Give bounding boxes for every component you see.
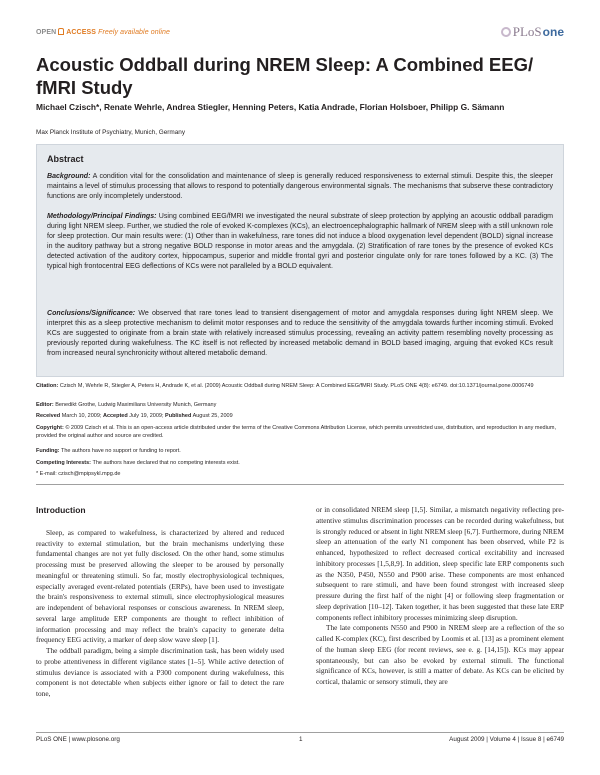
published-label: Published (165, 413, 192, 419)
methods-text: Using combined EEG/fMRI we investigated the neural substrate of sleep protection by applying an acoustic oddball paradigm during light NREM sleep. Further, we studied the role of evoked K-complexes (KCs), an electroencephalographic hallmark of NREM sleep with a still unknown role for sleep protection. Our main results were: (1) Other than in wakefulness, rare tones did not induce a blood oxygenation level dependent (BOLD) signal increase in the auditory pathway but a strong negative BOLD response in motor areas and the amygdala. (2) Stratification of rare tones by the presence of evoked KCs detected activation of the auditory cortex, hippocampus, superior and middle frontal gyri and posterior cingulate only for rare tones followed by a KC. (3) The typical high frontocentral EEG deflections of KCs were not paralleled by a BOLD equivalent. (47, 213, 553, 270)
journal-header (36, 24, 564, 44)
conclusions-label: Conclusions/Significance: (47, 310, 136, 317)
citation-text[interactable]: Czisch M, Wehrle R, Stiegler A, Peters H, Andrade K, et al. (2009) Acoustic Oddball during NREM Sleep: A Combined EEG/fMRI Study. PLoS ONE 4(8): e6749. doi:10.1371/journal.pone.0006749 (59, 383, 534, 389)
intro-paragraph-2: The oddball paradigm, being a simple discrimination task, has been widely used to probe attentiveness in different vigilance states [1–5]. While active detection of stimulus deviance is associated with a P300 component during wakefulness, this component is not detectable when subjects either ignore or fail to detect the rare tone, (36, 646, 284, 698)
received-label: Received (36, 413, 61, 419)
corresponding-email[interactable]: * E-mail: czisch@mpipsykl.mpg.de (36, 471, 121, 477)
freely-available-label: Freely available online (98, 29, 171, 36)
abstract-box (36, 144, 564, 377)
affiliation: Max Planck Institute of Psychiatry, Munich, Germany (36, 129, 186, 136)
intro-paragraph-1: Sleep, as compared to wakefulness, is characterized by altered and reduced reactivity to external stimulation, but the brain mechanisms underlying these fundamental changes are not yet fully disclosed. On the other hand, some stimulus processing must be preserved allowing the sleeper to be aroused by personally meaningful or threatening stimuli. So far, mostly electrophysiological techniques, especially averaged event-related potentials (ERPs), have been used to investigate the brain's responsiveness to external stimuli, since electrophysiological measures are independent of behavioral responses or conscious awareness. In NREM sleep, several large amplitude ERP components are thought to reflect inhibition of information processing and may reflect the brain's capacity to generate delta frequency EEG activity, a marker of deep slow wave sleep [1]. (36, 527, 284, 645)
competing-interests (36, 459, 564, 467)
copyright-text: © 2009 Czisch et al. This is an open-access article distributed under the terms of the Creative Commons Attribution License, which permits unrestricted use, distribution, and reproduction in any medium, provided the original author and source are credited. (36, 425, 556, 439)
open-label: OPEN (36, 29, 57, 36)
accepted-text: July 19, 2009; (129, 413, 164, 419)
funding (36, 447, 564, 455)
footer-issue: August 2009 | Volume 4 | Issue 8 | e6749 (449, 736, 564, 743)
access-label: ACCESS (66, 29, 97, 36)
background-text: A condition vital for the consolidation and maintenance of sleep is generally reduced responsiveness to external stimuli. Despite this, the sleeper maintains a level of stimulus processing that allows to respond to potentially dangerous environmental signals. The mechanisms that subserve these contradictory functions are only incompletely understood. (47, 173, 553, 200)
logo-plos-text: PLoS (512, 24, 542, 39)
right-column (316, 505, 564, 688)
abstract-background (47, 172, 553, 202)
methods-label: Methodology/Principal Findings: (47, 213, 157, 220)
conclusions-text: We observed that rare tones lead to transient disengagement of motor and amygdala responses during light NREM sleep. We interpret this as a sleep protective mechanism to delimit motor responses and to reduce the sensitivity of the amygdala towards further incoming stimuli. Evoked KCs are suggested to originate from a brain state with relatively increased stimulus processing, revealing an activity pattern resembling novelty processing as previously reported during wakefulness. The KC itself is not reflected by increased metabolic demand in BOLD based imaging, arguing that evoked KCs result from increased neural synchronicity without altered metabolic demand. (47, 310, 553, 357)
competing-text: The authors have declared that no competing interests exist. (92, 460, 240, 466)
dates (36, 412, 564, 420)
open-access-badge (36, 28, 170, 36)
abstract-conclusions (47, 309, 553, 359)
logo-one-text: one (542, 25, 564, 39)
copyright (36, 424, 564, 440)
editor (36, 401, 564, 409)
background-label: Background: (47, 173, 91, 180)
funding-text: The authors have no support or funding to report. (60, 448, 181, 454)
plos-circle-icon (501, 27, 511, 37)
meta-divider (36, 484, 564, 485)
page-number: 1 (299, 736, 303, 743)
abstract-methods (47, 212, 553, 272)
received-text: March 10, 2009; (61, 413, 102, 419)
introduction-heading: Introduction (36, 505, 86, 515)
funding-label: Funding: (36, 448, 60, 454)
editor-text: Benedikt Grothe, Ludwig Maximilians University Munich, Germany (55, 402, 217, 408)
editor-label: Editor: (36, 402, 54, 408)
abstract-heading: Abstract (47, 154, 84, 164)
author-list: Michael Czisch*, Renate Wehrle, Andrea Stiegler, Henning Peters, Katia Andrade, Florian Holsboer, Philipp G. Sämann (36, 102, 505, 112)
open-lock-icon (58, 28, 64, 35)
right-paragraph-2: The late components N550 and P900 in NREM sleep are a reflection of the so called K-complex (KC), first described by Loomis et al. [13] as a prominent element of the human sleep EEG (for recent reviews, see e. g. [14,15]). KCs may appear spontaneously, but can also be evoked by external stimuli. The functional significance of KCs, however, is still a matter of debate. As KCs can be elicited by cortical, thalamic or sensory stimuli, they are (316, 623, 564, 686)
article-title: Acoustic Oddball during NREM Sleep: A Combined EEG/ fMRI Study (36, 54, 534, 98)
citation-label: Citation: (36, 383, 59, 389)
published-text: August 25, 2009 (192, 413, 233, 419)
plos-one-logo (501, 24, 564, 40)
competing-label: Competing Interests: (36, 460, 92, 466)
accepted-label: Accepted (102, 413, 128, 419)
copyright-label: Copyright: (36, 425, 64, 431)
right-paragraph-1: or in consolidated NREM sleep [1,5]. Similar, a mismatch negativity reflecting pre-attentive stimulus discrimination processes can be recorded during wakefulness, but is strongly reduced or absent in light NREM sleep [6,7]. Furthermore, during NREM sleep an attenuation of the early N1 component has been observed, while P2 is enhanced, hypothesized to reflect decreased cortical excitability and increased inhibitory processes [1,5,8,9]. In addition, sleep specific late ERP components such as the N350, P450, N550 and P900 arise. These components are most enhanced subsequent to rare stimuli, and have been found strongest with increased sleep pressure during the first half of the night [4] or following sleep fragmentation or sleep deprivation [10–12]. Taken together, it has been suggested that these late ERP components reflect inhibitory processes minimizing sleep disruption. (316, 505, 564, 622)
left-column (36, 505, 284, 700)
footer-divider (36, 732, 564, 733)
footer-journal[interactable]: PLoS ONE | www.plosone.org (36, 736, 120, 743)
citation (36, 382, 564, 390)
